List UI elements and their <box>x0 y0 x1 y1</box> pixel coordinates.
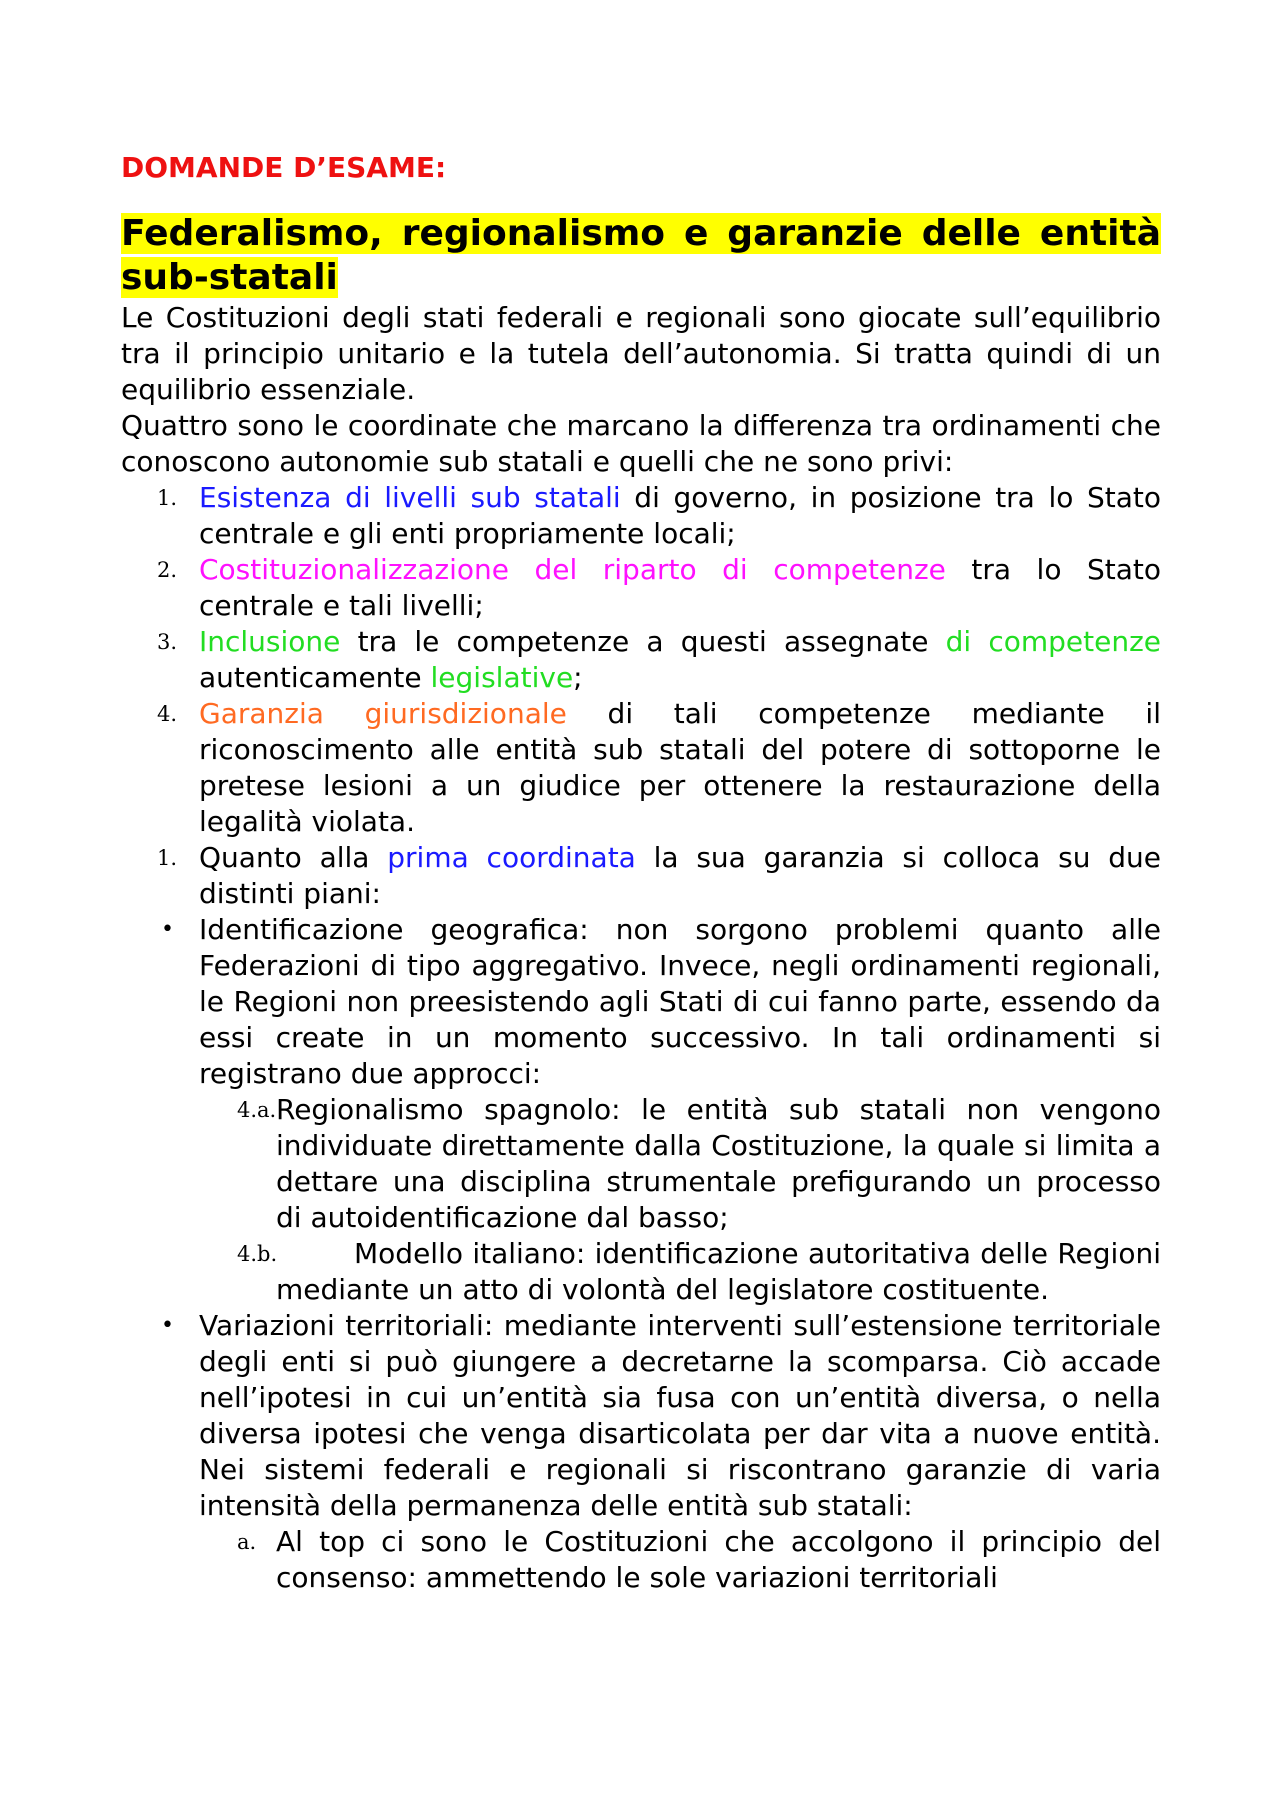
list-number: 2. <box>157 558 178 582</box>
variation-item <box>121 1524 1161 1596</box>
item-text: la sua garanzia si colloca su due distinti piani: <box>199 841 1161 910</box>
highlight-text: Esistenza di livelli sub statali <box>199 481 621 514</box>
bullet-item <box>121 912 1161 1092</box>
coordinate-item <box>121 480 1161 552</box>
intro-paragraph: Le Costituzioni degli stati federali e regionali sono giocate sull’equilibrio tra il principio unitario e la tutela dell’autonomia. Si tratta quindi di un equilibrio essenziale. <box>121 301 1161 406</box>
first-point-item <box>121 840 1161 912</box>
sub-list-number: 4.b. <box>237 1242 278 1266</box>
list-number: 1. <box>157 846 178 870</box>
section-title <box>121 212 1161 300</box>
item-text: tra le competenze a questi assegnate <box>340 625 946 658</box>
approach-item <box>121 1092 1161 1236</box>
exam-heading: DOMANDE D’ESAME: <box>121 151 447 184</box>
item-text: Regionalismo spagnolo: le entità sub statali non vengono individuate direttamente dalla Costituzione, la quale si limita a dettare una disciplina strumentale prefigurando un processo di autoidentificazione dal basso; <box>276 1093 1161 1234</box>
item-text: di governo, in posizione tra lo Stato centrale e gli enti propriamente locali; <box>199 481 1161 550</box>
highlight-text: Inclusione <box>199 625 341 658</box>
highlight-text: Costituzionalizzazione del riparto di competenze <box>199 553 946 586</box>
highlight-text: Garanzia giurisdizionale <box>199 697 567 730</box>
item-text: Modello italiano: identificazione autoritativa delle Regioni mediante un atto di volontà del legislatore costituente. <box>276 1237 1161 1306</box>
list-number: 3. <box>157 630 178 654</box>
bullet-marker: • <box>161 917 174 942</box>
highlight-text: prima coordinata <box>387 841 636 874</box>
item-text: Quanto alla <box>199 841 388 874</box>
sub-list-letter: a. <box>237 1530 257 1554</box>
item-text: Variazioni territoriali: mediante interventi sull’estensione territoriale degli enti si può giungere a decretarne la scomparsa. Ciò accade nell’ipotesi in cui un’entità sia fusa con un’entità diversa, o nella diversa ipotesi che venga disarticolata per dar vita a nuove entità. Nei sistemi federali e regionali si riscontrano garanzie di varia intensità della permanenza delle entità sub statali: <box>199 1309 1161 1522</box>
highlight-text: legislative <box>430 661 574 694</box>
item-text: ; <box>573 661 583 694</box>
document-body <box>121 150 1161 1596</box>
list-number: 1. <box>157 486 178 510</box>
coordinate-item <box>121 624 1161 696</box>
coordinate-item <box>121 552 1161 624</box>
intro-paragraph: Quattro sono le coordinate che marcano la differenza tra ordinamenti che conoscono autonomie sub statali e quelli che ne sono privi: <box>121 409 1161 478</box>
bullet-item <box>121 1308 1161 1524</box>
section-title-text: Federalismo, regionalismo e garanzie delle entità sub-statali <box>121 213 1161 298</box>
item-text: autenticamente <box>199 661 431 694</box>
highlight-text: di competenze <box>945 625 1161 658</box>
sub-list-number: 4.a. <box>237 1098 277 1122</box>
coordinate-item <box>121 696 1161 840</box>
approach-item <box>121 1236 1161 1308</box>
item-text: Al top ci sono le Costituzioni che accolgono il principio del consenso: ammettendo le sole variazioni territoriali <box>276 1525 1161 1594</box>
item-text: Identificazione geografica: non sorgono problemi quanto alle Federazioni di tipo aggregativo. Invece, negli ordinamenti regionali, le Regioni non preesistendo agli Stati di cui fanno parte, essendo da essi create in un momento successivo. In tali ordinamenti si registrano due approcci: <box>199 913 1161 1090</box>
list-number: 4. <box>157 702 178 726</box>
bullet-marker: • <box>161 1313 174 1338</box>
item-text: tra lo Stato centrale e tali livelli; <box>199 553 1161 622</box>
item-text: di tali competenze mediante il riconoscimento alle entità sub statali del potere di sottoporne le pretese lesioni a un giudice per ottenere la restaurazione della legalità violata. <box>199 697 1161 838</box>
